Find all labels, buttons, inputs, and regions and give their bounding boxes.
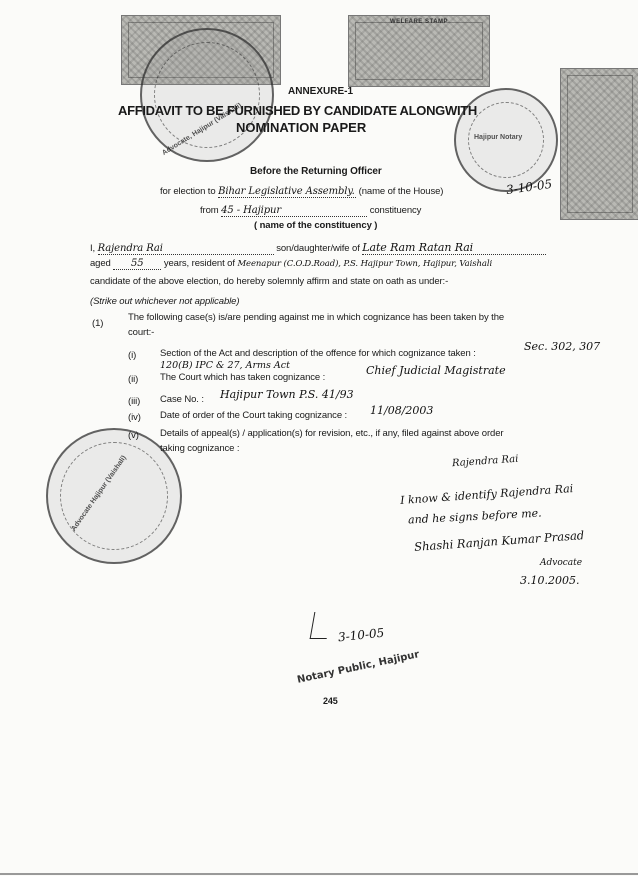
item-ii-value: Chief Judicial Magistrate	[366, 364, 506, 377]
notary-initial-stroke	[310, 612, 332, 639]
item-iii-label: Case No. :	[160, 394, 204, 405]
strike-note: (Strike out whichever not applicable)	[90, 296, 240, 307]
age-address-line	[90, 258, 492, 270]
aged-label: aged	[90, 258, 111, 269]
section1-text-line2: court:-	[128, 327, 155, 338]
page-number: 245	[323, 696, 338, 706]
relation-label: son/daughter/wife of	[276, 243, 360, 254]
address-value: Meenapur (C.O.D.Road), P.S. Hajipur Town, Hajipur, Vaishali	[237, 259, 493, 269]
identification-line1: I know & identify Rajendra Rai	[399, 481, 574, 508]
seal-text-bottom: Advocate Hajipur (Vaishali)	[70, 454, 128, 533]
deponent-signature: Rajendra Rai	[451, 453, 519, 470]
item-iv-value: 11/08/2003	[370, 404, 434, 417]
before-returning-officer: Before the Returning Officer	[250, 166, 382, 177]
court-fee-stamp-right	[560, 68, 638, 220]
house-suffix: (name of the House)	[358, 186, 444, 197]
stamp-handwritten-date: 3-10-05	[505, 176, 554, 198]
item-iii-number: (iii)	[128, 396, 141, 407]
item-iv-label: Date of order of the Court taking cognizance :	[160, 410, 348, 421]
item-iii-value: Hajipur Town P.S. 41/93	[220, 388, 354, 401]
notary-date: 3-10-05	[337, 625, 385, 645]
item-v-label2: taking cognizance :	[160, 443, 240, 454]
years-label: years, resident of	[163, 258, 235, 269]
item-ii-label: The Court which has taken cognizance :	[160, 372, 326, 383]
seal-text-right: Hajipur Notary	[474, 134, 523, 141]
seal-text: Advocate, Hajipur (Vaishali)	[161, 102, 244, 157]
constituency-suffix: constituency	[369, 205, 422, 216]
item-v-number: (v)	[128, 430, 139, 441]
court-fee-stamp-center	[348, 15, 490, 87]
constituency-name: 45 - Hajipur	[221, 205, 367, 217]
election-line	[160, 186, 443, 198]
affidavit-title-line1: AFFIDAVIT TO BE FURNISHED BY CANDIDATE ALONGWITH	[118, 103, 477, 118]
deponent-prefix: I,	[90, 243, 96, 254]
advocate-seal-top-left	[140, 28, 274, 162]
notary-stamp: Notary Public, Hajipur	[296, 649, 421, 686]
election-prefix: for election to	[160, 186, 216, 197]
from-label: from	[200, 205, 219, 216]
deponent-closing: candidate of the above election, do hereby solemnly affirm and state on oath as under:-	[90, 276, 449, 287]
section1-text-line1: The following case(s) is/are pending against me in which cognizance has been taken by the	[128, 312, 505, 323]
house-name: Bihar Legislative Assembly.	[218, 186, 355, 197]
section1-number: (1)	[92, 318, 104, 329]
constituency-line	[200, 205, 421, 217]
item-i-number: (i)	[128, 350, 137, 361]
stamp-label: WELFARE STAMP	[389, 19, 449, 25]
item-v-label: Details of appeal(s) / application(s) for revision, etc., if any, filed against above order	[160, 428, 504, 439]
item-iv-number: (iv)	[128, 412, 141, 423]
constituency-note: ( name of the constituency )	[254, 220, 378, 231]
bottom-edge	[0, 873, 638, 875]
item-ii-value-above: 120(B) IPC & 27, Arms Act	[160, 360, 290, 371]
deponent-line	[90, 241, 546, 255]
affidavit-title-line2: NOMINATION PAPER	[236, 120, 367, 135]
deponent-name: Rajendra Rai	[98, 243, 274, 255]
item-i-label: Section of the Act and description of the offence for which cognizance taken :	[160, 348, 476, 359]
item-i-value: Sec. 302, 307	[524, 340, 601, 353]
parent-name: Late Ram Ratan Rai	[362, 241, 546, 255]
age-value: 55	[113, 258, 161, 270]
identification-line2: and he signs before me.	[407, 506, 542, 527]
identification-date: 3.10.2005.	[520, 574, 580, 587]
advocate-designation: Advocate	[540, 558, 583, 568]
item-ii-number: (ii)	[128, 374, 139, 385]
advocate-name: Shashi Ranjan Kumar Prasad	[413, 528, 585, 554]
annexure-label: ANNEXURE-1	[288, 86, 354, 97]
